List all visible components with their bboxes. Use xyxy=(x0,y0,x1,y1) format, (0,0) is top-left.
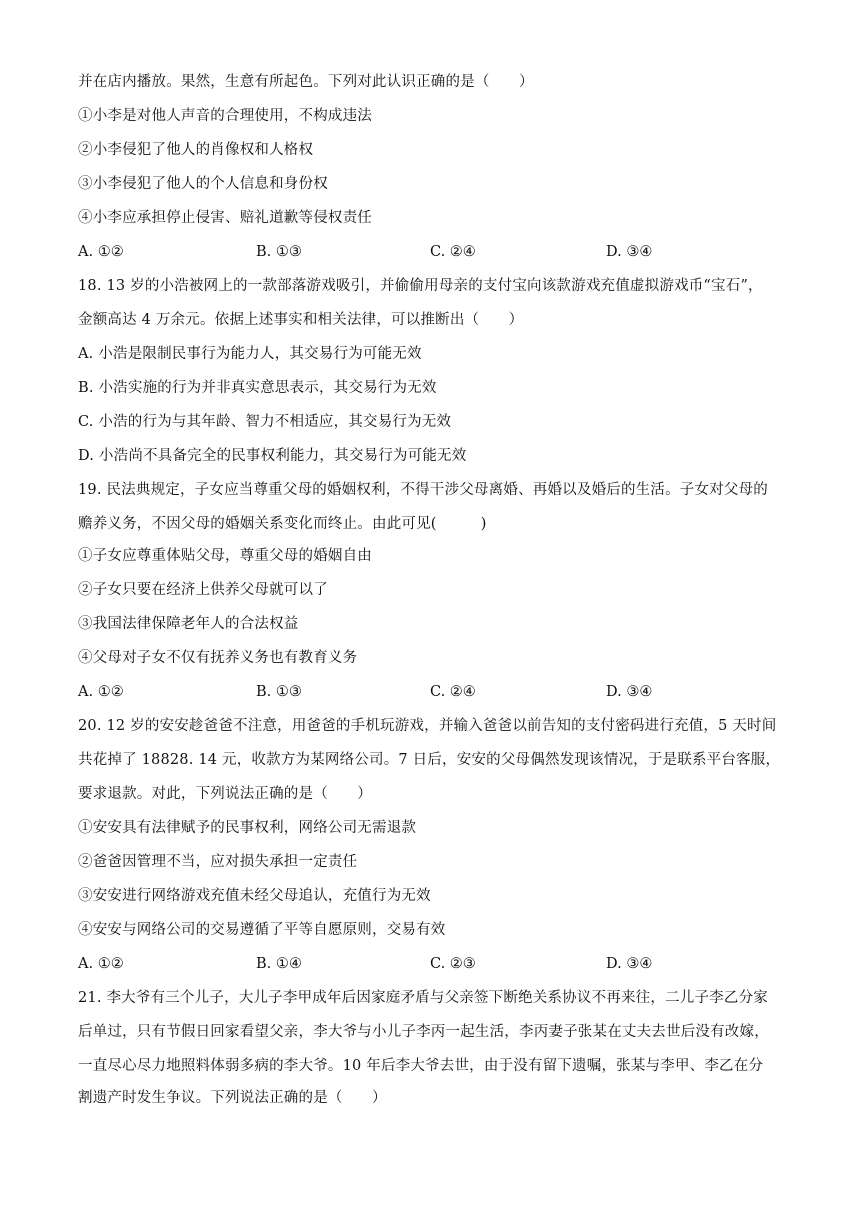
q19-stem-line-1: 19. 民法典规定，子女应当尊重父母的婚姻权利，不得干涉父母离婚、再婚以及婚后的生活。子女对父母的 xyxy=(78,482,768,498)
q17-option-a: A. ①② xyxy=(78,244,124,260)
q17-options xyxy=(78,242,778,262)
q20-option-b: B. ①④ xyxy=(256,956,302,972)
q21-stem-line-2: 后单过，只有节假日回家看望父亲，李大爷与小儿子李丙一起生活，李丙妻子张某在丈夫去世后没有改嫁， xyxy=(78,1024,769,1040)
q20-item-2: ②爸爸因管理不当，应对损失承担一定责任 xyxy=(78,854,358,870)
q18-option-b: B. 小浩实施的行为并非真实意思表示，其交易行为无效 xyxy=(78,380,437,396)
q18-option-c: C. 小浩的行为与其年龄、智力不相适应，其交易行为无效 xyxy=(78,414,452,430)
q19-option-b: B. ①③ xyxy=(256,684,302,700)
q19-options xyxy=(78,682,778,702)
q20-option-a: A. ①② xyxy=(78,956,124,972)
q17-item-4: ④小李应承担停止侵害、赔礼道歉等侵权责任 xyxy=(78,210,372,226)
q19-item-4: ④父母对子女不仅有抚养义务也有教育义务 xyxy=(78,650,358,666)
q19-option-c: C. ②④ xyxy=(430,684,476,700)
q19-option-d: D. ③④ xyxy=(606,684,653,700)
q18-option-d: D. 小浩尚不具备完全的民事权利能力，其交易行为可能无效 xyxy=(78,448,467,464)
q17-option-b: B. ①③ xyxy=(256,244,302,260)
q20-option-d: D. ③④ xyxy=(606,956,653,972)
q19-item-3: ③我国法律保障老年人的合法权益 xyxy=(78,616,299,632)
q21-stem-line-1: 21. 李大爷有三个儿子，大儿子李甲成年后因家庭矛盾与父亲签下断绝关系协议不再来往，二儿子李乙分家 xyxy=(78,990,768,1006)
q20-stem-line-1: 20. 12 岁的安安趁爸爸不注意，用爸爸的手机玩游戏，并输入爸爸以前告知的支付密码进行充值，5 天时间 xyxy=(78,718,777,734)
q17-stem: 并在店内播放。果然，生意有所起色。下列对此认识正确的是（ ） xyxy=(78,74,534,90)
q20-item-3: ③安安进行网络游戏充值未经父母追认，充值行为无效 xyxy=(78,888,431,904)
q18-stem-line-2: 金额高达 4 万余元。依据上述事实和相关法律，可以推断出（ ） xyxy=(78,312,524,328)
q18-option-a: A. 小浩是限制民事行为能力人，其交易行为可能无效 xyxy=(78,346,422,362)
q20-stem-line-2: 共花掉了 18828. 14 元，收款方为某网络公司。7 日后，安安的父母偶然发现该情况，于是联系平台客服， xyxy=(78,752,781,768)
q17-item-1: ①小李是对他人声音的合理使用，不构成违法 xyxy=(78,108,372,124)
q21-stem-line-3: 一直尽心尽力地照料体弱多病的李大爷。10 年后李大爷去世，由于没有留下遗嘱，张某与李甲、李乙在分 xyxy=(78,1058,764,1074)
q20-option-c: C. ②③ xyxy=(430,956,476,972)
q21-stem-line-4: 割遗产时发生争议。下列说法正确的是（ ） xyxy=(78,1090,387,1106)
q20-item-1: ①安安具有法律赋予的民事权利，网络公司无需退款 xyxy=(78,820,417,836)
q17-option-c: C. ②④ xyxy=(430,244,476,260)
q17-item-2: ②小李侵犯了他人的肖像权和人格权 xyxy=(78,142,314,158)
q18-stem-line-1: 18. 13 岁的小浩被网上的一款部落游戏吸引，并偷偷用母亲的支付宝向该款游戏充值虚拟游戏币“宝石”， xyxy=(78,278,763,294)
q17-item-3: ③小李侵犯了他人的个人信息和身份权 xyxy=(78,176,328,192)
q19-option-a: A. ①② xyxy=(78,684,124,700)
q20-item-4: ④安安与网络公司的交易遵循了平等自愿原则，交易有效 xyxy=(78,922,446,938)
q19-item-1: ①子女应尊重体贴父母，尊重父母的婚姻自由 xyxy=(78,548,372,564)
q17-option-d: D. ③④ xyxy=(606,244,653,260)
q20-options xyxy=(78,954,778,974)
q19-item-2: ②子女只要在经济上供养父母就可以了 xyxy=(78,582,328,598)
q20-stem-line-3: 要求退款。对此，下列说法正确的是（ ） xyxy=(78,786,372,802)
q19-stem-line-2: 赡养义务，不因父母的婚姻关系变化而终止。由此可见( ) xyxy=(78,516,487,532)
